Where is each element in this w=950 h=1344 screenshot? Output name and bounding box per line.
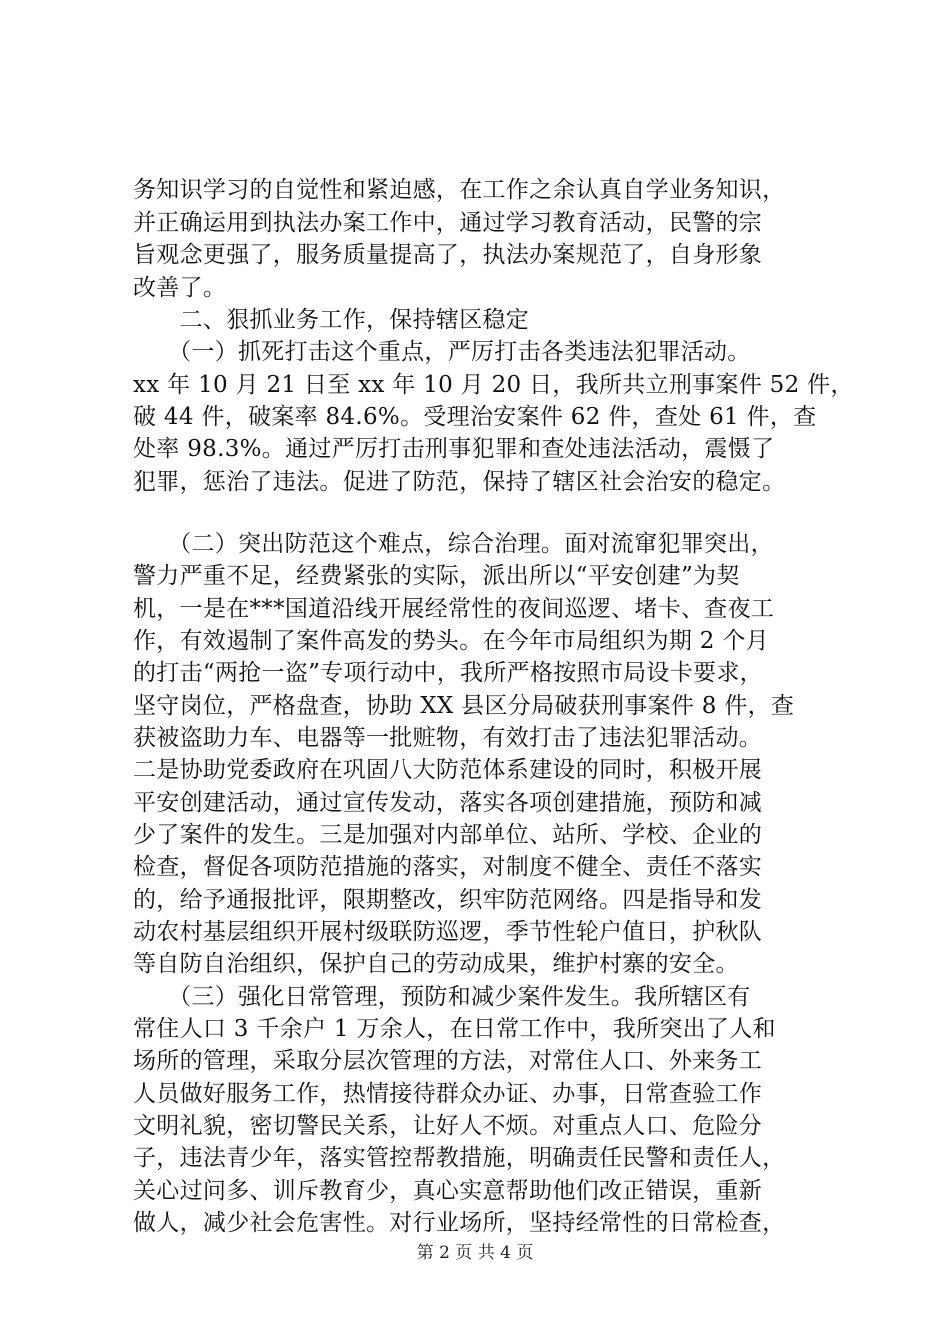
- text-line: （三）强化日常管理，预防和减少案件发生。我所辖区有: [133, 984, 751, 1010]
- text-line: 旨观念更强了，服务质量提高了，执法办案规范了，自身形象: [133, 242, 763, 268]
- text-line: （一）抓死打击这个重点，严厉打击各类违法犯罪活动。: [133, 339, 751, 365]
- text-line: 作，有效遏制了案件高发的势头。在今年市局组织为期 2 个月: [133, 628, 769, 654]
- text-line: 等自防自治组织，保护自己的劳动成果，维护村寨的安全。: [133, 951, 739, 977]
- text-line: 常住人口 3 千余户 1 万余人，在日常工作中，我所突出了人和: [133, 1016, 776, 1042]
- text-line: 二是协助党委政府在巩固八大防范体系建设的同时，积极开展: [133, 757, 763, 783]
- section-heading: 二、狠抓业务工作，保持辖区稳定: [133, 307, 530, 333]
- text-line: 改善了。: [133, 275, 227, 301]
- text-line: 做人，减少社会危害性。对行业场所，坚持经常性的日常检查，: [133, 1210, 786, 1236]
- text-line: 坚守岗位，严格盘查，协助 XX 县区分局破获刑事案件 8 件，查: [133, 693, 795, 719]
- text-line: （二）突出防范这个难点，综合治理。面对流窜犯罪突出，: [133, 531, 774, 557]
- text-line: 子，违法青少年，落实管控帮教措施，明确责任民警和责任人，: [133, 1145, 786, 1171]
- text-line: 获被盗助力车、电器等一批赃物，有效打击了违法犯罪活动。: [133, 725, 763, 751]
- text-line: 处率 98.3%。通过严厉打击刑事犯罪和查处违法活动，震慑了: [133, 436, 775, 462]
- text-line: xx 年 10 月 21 日至 xx 年 10 月 20 日，我所共立刑事案件 52 件，: [133, 372, 854, 398]
- text-line: 文明礼貌，密切警民关系，让好人不烦。对重点人口、危险分: [133, 1113, 763, 1139]
- text-line: 少了案件的发生。三是加强对内部单位、站所、学校、企业的: [133, 822, 763, 848]
- text-line: 并正确运用到执法办案工作中，通过学习教育活动，民警的宗: [133, 210, 763, 236]
- text-line: 破 44 件，破案率 84.6%。受理治安案件 62 件，查处 61 件，查: [133, 404, 817, 430]
- text-line: 场所的管理，采取分层次管理的方法，对常住人口、外来务工: [133, 1048, 763, 1074]
- text-line: 人员做好服务工作，热情接待群众办证、办事，日常查验工作: [133, 1081, 763, 1107]
- page-footer: 第 2 页 共 4 页: [416, 1243, 534, 1263]
- text-line: 的打击“两抢一盗”专项行动中，我所严格按照市局设卡要求，: [133, 660, 763, 686]
- text-line: 警力严重不足，经费紧张的实际，派出所以“平安创建”为契: [133, 563, 740, 589]
- text-line: 机，一是在***国道沿线开展经常性的夜间巡逻、堵卡、查夜工: [133, 596, 775, 622]
- text-line: 的，给予通报批评，限期整改，织牢防范网络。四是指导和发: [133, 887, 763, 913]
- text-line: 务知识学习的自觉性和紧迫感，在工作之余认真自学业务知识，: [133, 177, 786, 203]
- text-line: 检查，督促各项防范措施的落实，对制度不健全、责任不落实: [133, 854, 763, 880]
- text-line: 关心过问多、训斥教育少，真心实意帮助他们改正错误，重新: [133, 1178, 763, 1204]
- text-line: 犯罪，惩治了违法。促进了防范，保持了辖区社会治安的稳定。: [133, 469, 786, 495]
- text-line: 平安创建活动，通过宣传发动，落实各项创建措施，预防和减: [133, 790, 763, 816]
- text-line: 动农村基层组织开展村级联防巡逻，季节性轮户值日，护秋队: [133, 919, 763, 945]
